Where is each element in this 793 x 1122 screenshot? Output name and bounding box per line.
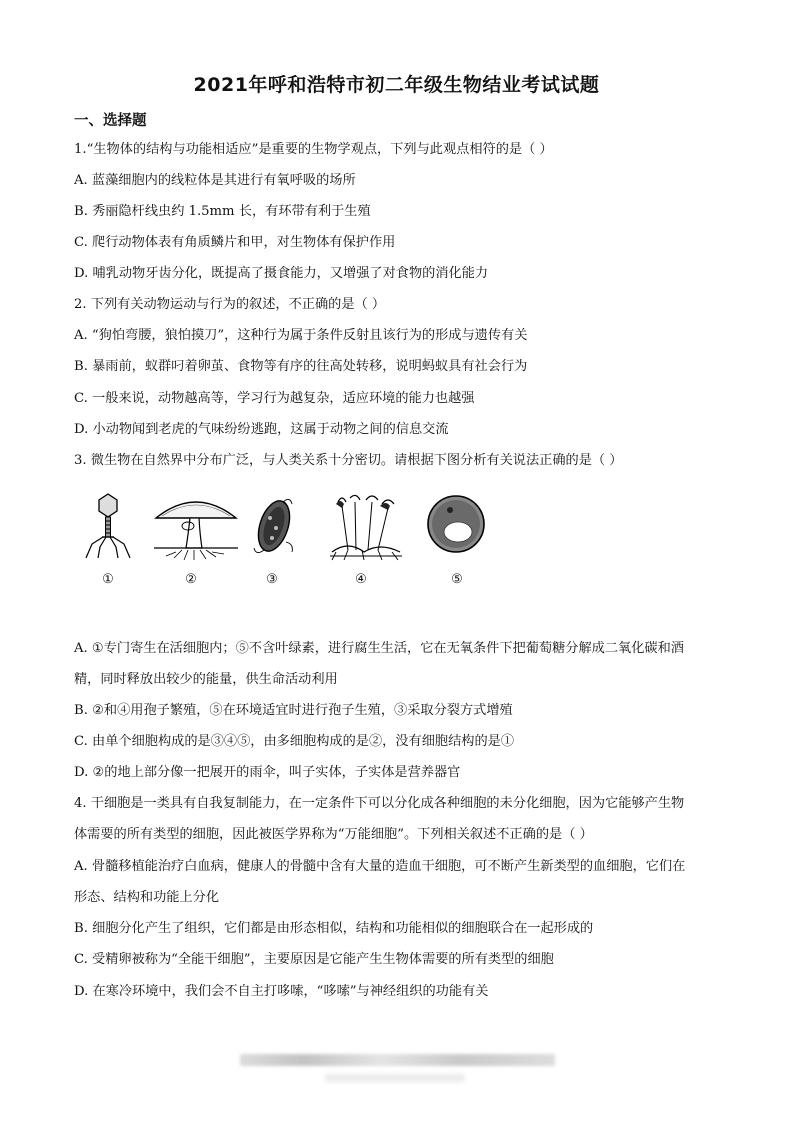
q4-stem-line2: 体需要的所有类型的细胞，因此被医学界称为“万能细胞”。下列相关叙述不正确的是（ ）: [74, 827, 593, 842]
section-heading: 一、选择题: [74, 113, 147, 129]
q3-stem: 3. 微生物在自然界中分布广泛，与人类关系十分密切。请根据下图分析有关说法正确的是（ ）: [74, 453, 623, 468]
q4-option-a-line2: 形态、结构和功能上分化: [74, 890, 220, 905]
q4-stem-line1: 4. 干细胞是一类具有自我复制能力，在一定条件下可以分化成各种细胞的未分化细胞，因为它能够产生物: [74, 796, 685, 811]
q3-option-a-line2: 精，同时释放出较少的能量，供生命活动利用: [74, 672, 338, 687]
bacteriophage-illustration: [80, 492, 136, 562]
q2-option-b: B. 暴雨前，蚁群叼着卵茧、食物等有序的往高处转移，说明蚂蚁具有社会行为: [74, 359, 528, 374]
bacterium-illustration: [250, 492, 296, 562]
q1-option-a: A. 蓝藻细胞内的线粒体是其进行有氧呼吸的场所: [74, 173, 356, 188]
figure-label-2: ②: [185, 572, 197, 587]
q4-option-d: D. 在寒冷环境中，我们会不自主打哆嗦，“哆嗦”与神经组织的功能有关: [74, 984, 489, 999]
figure-label-1: ①: [102, 572, 114, 587]
q2-option-a: A. “狗怕弯腰，狼怕摸刀”，这种行为属于条件反射且该行为的形成与遗传有关: [74, 328, 528, 343]
q3-option-b: B. ②和④用孢子繁殖，⑤在环境适宜时进行孢子生殖，③采取分裂方式增殖: [74, 703, 513, 718]
q2-option-d: D. 小动物闻到老虎的气味纷纷逃跑，这属于动物之间的信息交流: [74, 422, 449, 437]
q1-option-d: D. 哺乳动物牙齿分化，既提高了摄食能力，又增强了对食物的消化能力: [74, 266, 489, 281]
blurred-watermark-secondary: [325, 1074, 465, 1082]
q2-option-c: C. 一般来说，动物越高等，学习行为越复杂，适应环境的能力也越强: [74, 391, 475, 406]
microorganism-figure: [74, 492, 494, 592]
q3-option-d: D. ②的地上部分像一把展开的雨伞，叫子实体，子实体是营养器官: [74, 765, 461, 780]
blurred-watermark: [240, 1054, 555, 1066]
q1-option-b: B. 秀丽隐杆线虫约 1.5mm 长，有环带有利于生殖: [74, 204, 371, 219]
figure-label-5: ⑤: [451, 572, 463, 587]
q3-option-c: C. 由单个细胞构成的是③④⑤，由多细胞构成的是②，没有细胞结构的是①: [74, 734, 515, 749]
figure-label-4: ④: [355, 572, 367, 587]
q1-stem: 1.“生物体的结构与功能相适应”是重要的生物学观点，下列与此观点相符的是（ ）: [74, 142, 553, 157]
figure-label-3: ③: [266, 572, 278, 587]
q4-option-c: C. 受精卵被称为“全能干细胞”，主要原因是它能产生生物体需要的所有类型的细胞: [74, 952, 554, 967]
mushroom-illustration: [152, 492, 240, 562]
q4-option-b: B. 细胞分化产生了组织，它们都是由形态相似，结构和功能相似的细胞联合在一起形成的: [74, 921, 594, 936]
mold-illustration: [328, 492, 404, 562]
q4-option-a-line1: A. 骨髓移植能治疗白血病，健康人的骨髓中含有大量的造血干细胞，可不断产生新类型的血细胞，它们在: [74, 859, 686, 874]
yeast-illustration: [424, 492, 488, 562]
q1-option-c: C. 爬行动物体表有角质鳞片和甲，对生物体有保护作用: [74, 235, 396, 250]
q3-option-a-line1: A. ①专门寄生在活细胞内；⑤不含叶绿素，进行腐生生活，它在无氧条件下把葡萄糖分解成二氧化碳和酒: [74, 641, 684, 656]
q2-stem: 2. 下列有关动物运动与行为的叙述，不正确的是（ ）: [74, 297, 386, 312]
page-title: 2021年呼和浩特市初二年级生物结业考试试题: [193, 74, 600, 96]
